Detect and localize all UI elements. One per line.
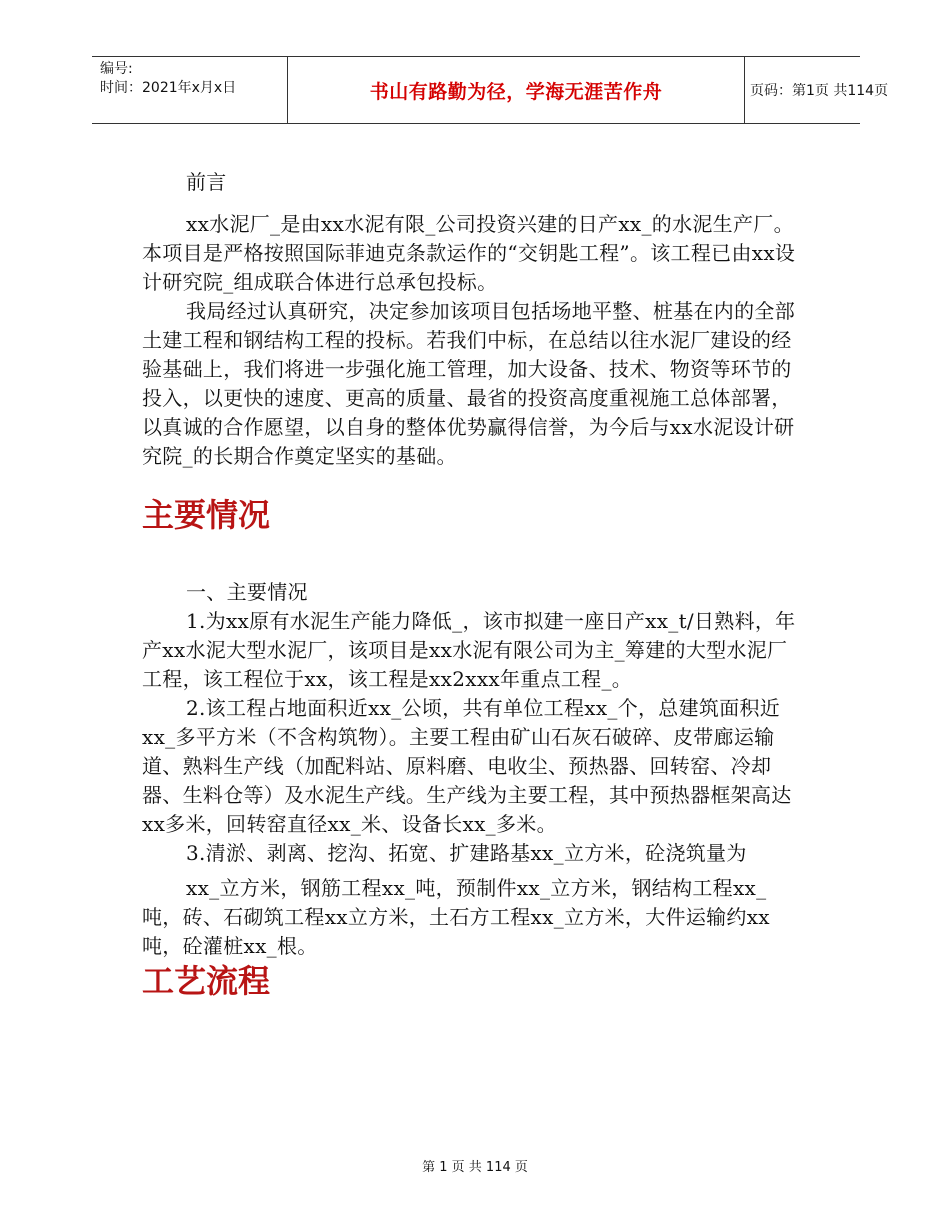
header-page-info: 页码：第1页 共114页 [750,83,889,99]
code-label: 编号: [100,61,133,77]
section-heading-process-flow: 工艺流程 [142,962,271,1000]
section-paragraph: 3.清淤、剥离、挖沟、拓宽、扩建路基xx_立方米，砼浇筑量为 [186,841,747,865]
preface-paragraph: 我局经过认真研究，决定参加该项目包括场地平整、桩基在内的全部土建工程和钢结构工程的投标。若我们中标，在总结以往水泥厂建设的经验基础上，我们将进一步强化施工管理，加大设备、技术、物资等环节的投入，以更快的速度、更高的质量、最省的投资高度重视施工总体部署，以真诚的合作愿望，以自身的整体优势赢得信誉，为今后与xx水泥设计研究院_的长期合作奠定坚实的基础。 [142,299,795,468]
header-motto: 书山有路勤为径，学海无涯苦作舟 [288,57,745,123]
section-subtitle: 一、主要情况 [186,580,308,604]
preface-paragraph: xx水泥厂_是由xx水泥有限_公司投资兴建的日产xx_的水泥生产厂。本项目是严格按照国际菲迪克条款运作的“交钥匙工程”。该工程已由xx设计研究院_组成联合体进行总承包投标。 [142,212,796,294]
page-header [92,56,889,124]
section-heading-main-situation: 主要情况 [142,496,271,534]
time-label: 时间：2021年x月x日 [100,80,237,96]
section-paragraph: xx_立方米，钢筋工程xx_吨，预制件xx_立方米，钢结构工程xx_吨，砖、石砌筑工程xx立方米，土石方工程xx_立方米，大件运输约xx吨，砼灌桩xx_根。 [142,876,770,958]
header-meta [92,57,288,123]
section-paragraph: 2.该工程占地面积近xx_公顷，共有单位工程xx_个，总建筑面积近xx_多平方米（不含构筑物）。主要工程由矿山石灰石破碎、皮带廊运输道、熟料生产线（加配料站、原料磨、电收尘、预热器、回转窑、冷却器、生料仓等）及水泥生产线。生产线为主要工程，其中预热器框架高达xx多米，回转窑直径xx_米、设备长xx_多米。 [142,696,792,836]
section-paragraph: 1.为xx原有水泥生产能力降低_，该市拟建一座日产xx_t/日熟料，年产xx水泥大型水泥厂，该项目是xx水泥有限公司为主_筹建的大型水泥厂工程，该工程位于xx，该工程是xx2xxx年重点工程_。 [142,609,796,691]
page-footer: 第 1 页 共 114 页 [422,1160,528,1175]
document-body [142,168,802,1001]
preface-title: 前言 [186,170,227,194]
